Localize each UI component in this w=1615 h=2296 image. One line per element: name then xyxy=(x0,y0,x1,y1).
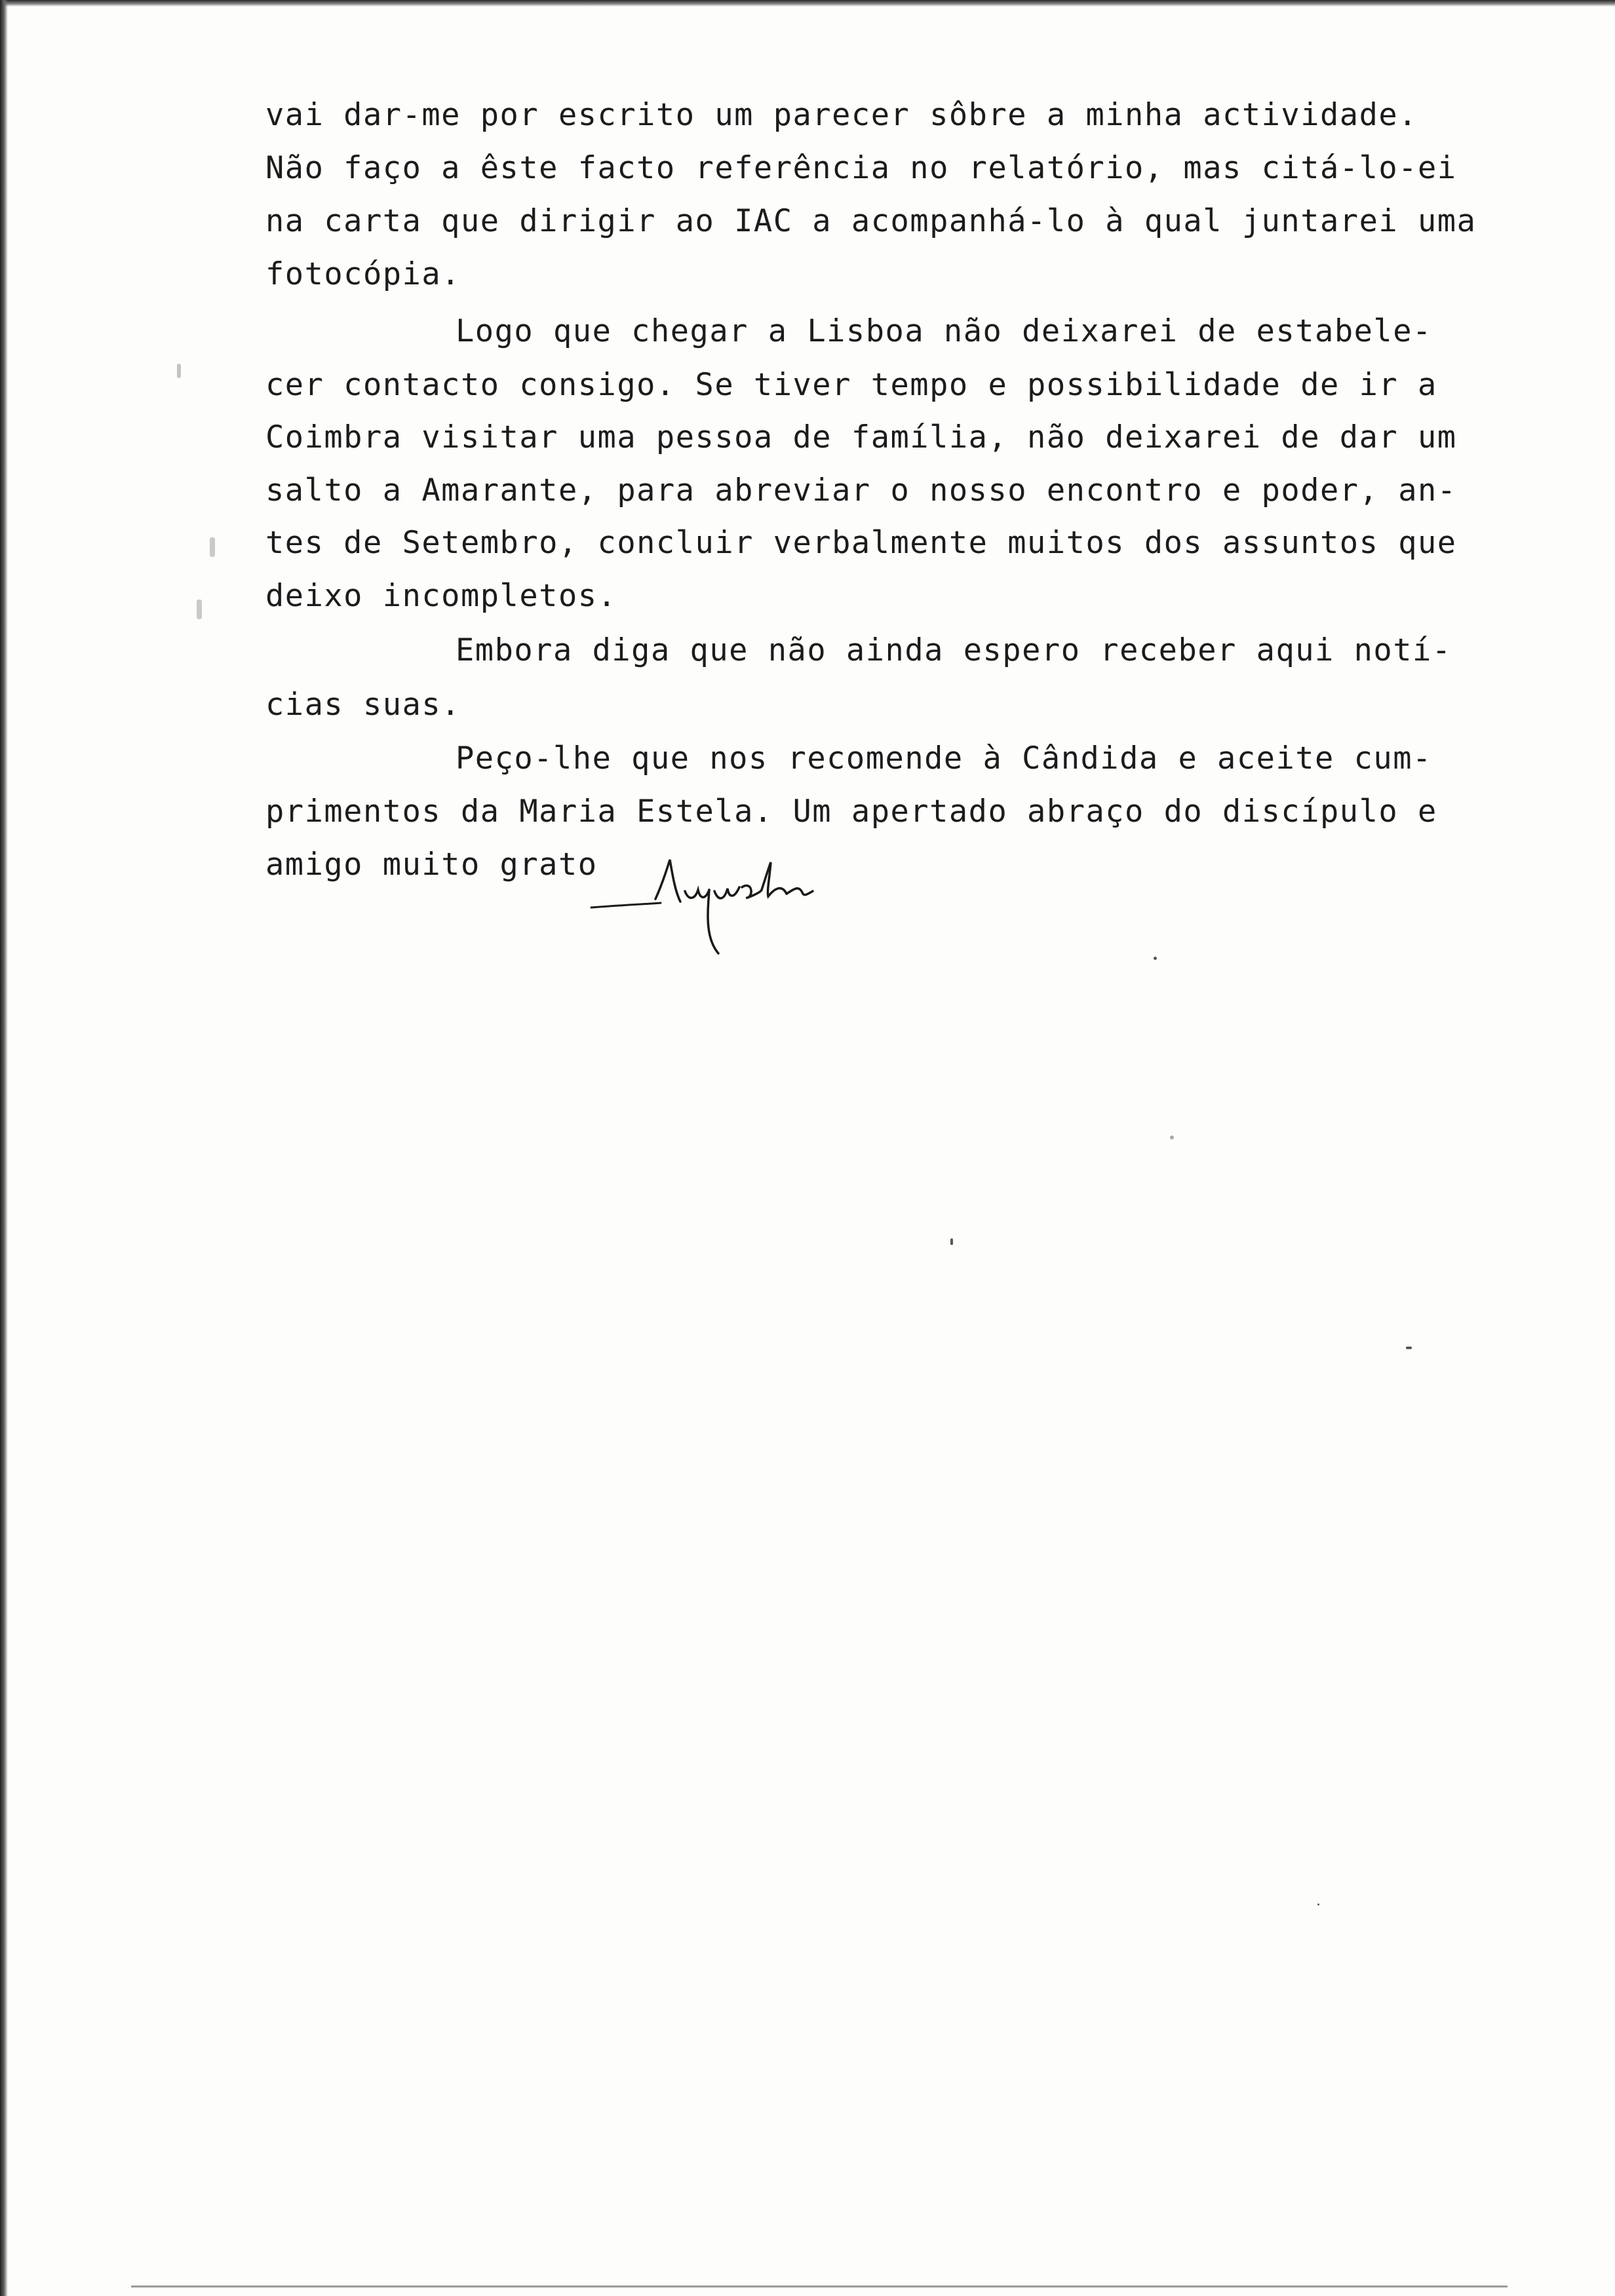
page-edge-bottom xyxy=(131,2286,1508,2287)
handwritten-signature xyxy=(590,858,865,970)
page-edge-left xyxy=(0,0,8,2296)
letter-line: primentos da Maria Estela. Um apertado abraço do discípulo e xyxy=(265,794,1437,830)
letter-line: na carta que dirigir ao IAC a acompanhá-lo à qual juntarei uma xyxy=(265,203,1477,239)
letter-line: deixo incompletos. xyxy=(265,578,617,614)
scan-speck xyxy=(197,600,202,619)
scan-speck xyxy=(1170,1136,1174,1139)
letter-line: Coimbra visitar uma pessoa de família, não deixarei de dar um xyxy=(265,419,1457,455)
letter-line: fotocópia. xyxy=(265,256,461,292)
scan-speck xyxy=(950,1238,953,1245)
letter-line: tes de Setembro, concluir verbalmente muitos dos assuntos que xyxy=(265,525,1457,561)
letter-line: cias suas. xyxy=(265,687,461,723)
scan-speck xyxy=(210,537,215,557)
letter-line: cer contacto consigo. Se tiver tempo e possibilidade de ir a xyxy=(265,367,1437,403)
scan-speck xyxy=(177,364,181,378)
letter-line: Peço-lhe que nos recomende à Cândida e aceite cum- xyxy=(456,740,1432,776)
scan-speck xyxy=(1154,957,1157,960)
letter-line: Não faço a êste facto referência no relatório, mas citá-lo-ei xyxy=(265,150,1457,186)
letter-line: amigo muito grato xyxy=(265,847,598,883)
letter-line: Embora diga que não ainda espero receber aqui notí- xyxy=(456,632,1452,668)
letter-line: Logo que chegar a Lisboa não deixarei de estabele- xyxy=(456,313,1432,349)
letter-line: vai dar-me por escrito um parecer sôbre a minha actividade. xyxy=(265,97,1418,133)
scan-speck xyxy=(1317,1904,1319,1905)
page-edge-top xyxy=(0,0,1615,7)
letter-line: salto a Amarante, para abreviar o nosso encontro e poder, an- xyxy=(265,472,1457,508)
scan-speck xyxy=(1406,1347,1412,1349)
